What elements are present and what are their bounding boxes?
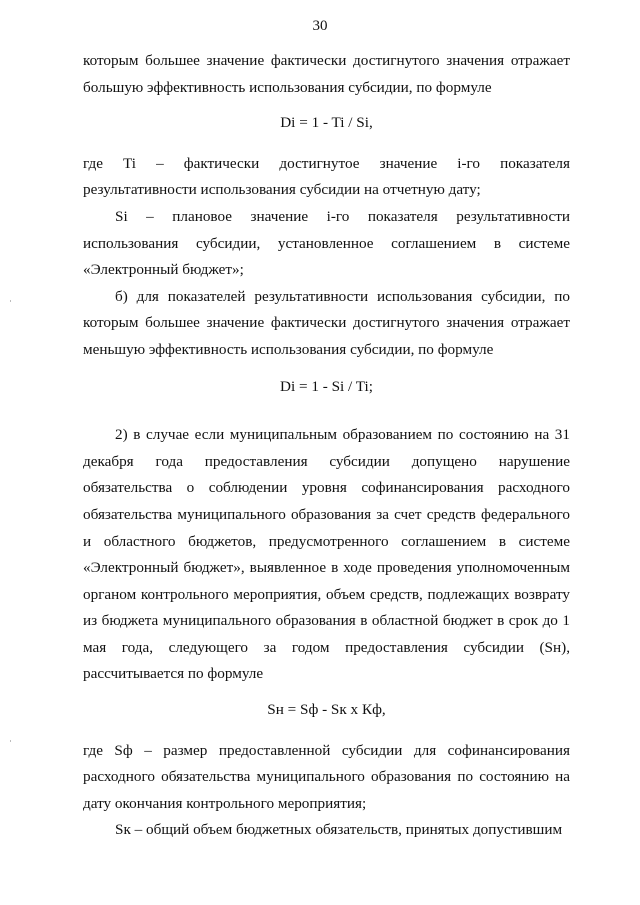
paragraph-item-2: 2) в случае если муниципальным образованием по состоянию на 31 декабря года предоставления субсидии допущено нарушение обязательства о соблюдении уровня софинансирования расходного обязательства муниципального образования за счет средств федерального и областного бюджетов, предусмотренного соглашением в системе «Электронный бюджет», выявленное в ходе проведения уполномоченным органом контрольного мероприятия, объем средств, подлежащих возврату из бюджета муниципального образования в областной бюджет в срок до 1 мая года, следующего за годом предоставления субсидии (Sн), рассчитывается по формуле bbox=[83, 426, 570, 683]
paragraph-sf-definition: где Sф – размер предоставленной субсидии для софинансирования расходного обязательства муниципального образования по состоянию на дату окончания контрольного мероприятия; bbox=[83, 741, 570, 812]
scan-artifact-line bbox=[10, 300, 11, 302]
scan-artifact-line bbox=[10, 740, 11, 742]
formula-di-si-ti: Di = 1 - Si / Ti; bbox=[280, 377, 373, 395]
paragraph-sk-definition: Sк – общий объем бюджетных обязательств, принятых допустившим bbox=[115, 821, 563, 839]
formula-di-ti-si: Di = 1 - Ti / Si, bbox=[280, 114, 373, 132]
paragraph-si-definition: Si – плановое значение i-го показателя результативности использования субсидии, установленное соглашением в системе «Электронный бюджет»; bbox=[83, 207, 570, 279]
paragraph-ti-definition: где Ti – фактически достигнутое значение i-го показателя результативности использования субсидии на отчетную дату; bbox=[83, 154, 570, 199]
document-body bbox=[83, 48, 570, 844]
paragraph-item-b: б) для показателей результативности использования субсидии, по которым большее значение фактически достигнутого значения отражает меньшую эффективность использования субсидии, по формуле bbox=[83, 287, 570, 358]
formula-sn: Sн = Sф - Sк x Кф, bbox=[267, 701, 386, 719]
page-number: 30 bbox=[312, 18, 328, 34]
paragraph-continuation: которым большее значение фактически достигнутого значения отражает большую эффективность использования субсидии, по формуле bbox=[83, 52, 570, 96]
